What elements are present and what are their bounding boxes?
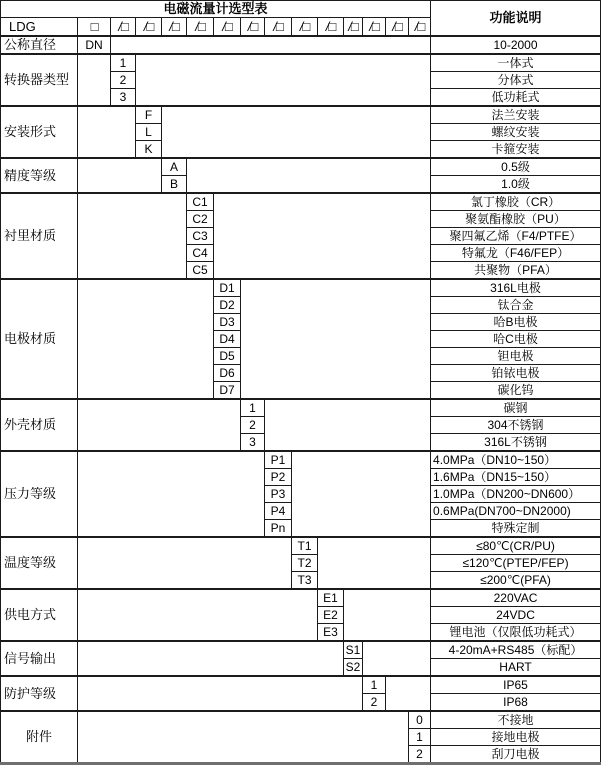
code-cell: Pn — [265, 520, 292, 538]
code-cell: D5 — [214, 348, 241, 365]
model-prefix: LDG — [1, 18, 78, 37]
code-cell: P1 — [265, 451, 292, 469]
code-cell: C3 — [187, 228, 214, 245]
description-cell: 一体式 — [431, 54, 601, 72]
blank-cell — [111, 36, 431, 54]
blank-cell — [78, 158, 162, 193]
description-cell: 氯丁橡胶（CR） — [431, 193, 601, 211]
description-cell: 钛合金 — [431, 297, 601, 314]
code-cell: C1 — [187, 193, 214, 211]
description-cell: 316L不锈钢 — [431, 434, 601, 452]
description-cell: 特殊定制 — [431, 520, 601, 538]
blank-cell — [78, 399, 241, 451]
code-cell: T1 — [292, 537, 318, 555]
blank-cell — [265, 399, 431, 451]
category-label: 压力等级 — [1, 451, 78, 537]
description-cell: 碳化钨 — [431, 382, 601, 400]
category-label: 安装形式 — [1, 106, 78, 158]
blank-cell — [78, 537, 292, 589]
code-cell: S2 — [344, 659, 363, 677]
blank-cell — [78, 711, 409, 764]
description-cell: 316L电极 — [431, 279, 601, 297]
code-cell: E2 — [318, 607, 344, 624]
code-cell: 1 — [363, 676, 386, 694]
description-cell: 铂铱电极 — [431, 365, 601, 382]
function-description-header: 功能说明 — [431, 1, 601, 37]
code-cell: C2 — [187, 211, 214, 228]
description-cell: 0.5级 — [431, 158, 601, 176]
description-cell: 1.6MPa（DN15~150） — [431, 469, 601, 486]
code-checkbox: /□ — [187, 18, 214, 37]
blank-cell — [78, 676, 363, 711]
description-cell: 卡箍安装 — [431, 141, 601, 159]
code-cell: 3 — [241, 434, 265, 452]
description-cell: ≤120℃(PTEP/FEP) — [431, 555, 601, 572]
description-cell: 刮刀电极 — [431, 746, 601, 764]
code-cell: B — [162, 176, 187, 194]
blank-cell — [187, 158, 431, 193]
code-cell: D2 — [214, 297, 241, 314]
description-cell: 哈B电极 — [431, 314, 601, 331]
category-label: 公称直径 — [1, 36, 78, 54]
description-cell: 分体式 — [431, 72, 601, 89]
code-checkbox: /□ — [265, 18, 292, 37]
description-cell: 4.0MPa（DN10~150） — [431, 451, 601, 469]
code-checkbox: /□ — [241, 18, 265, 37]
category-label: 转换器类型 — [1, 54, 78, 106]
blank-cell — [344, 589, 431, 641]
code-cell: A — [162, 158, 187, 176]
description-cell: 24VDC — [431, 607, 601, 624]
blank-cell — [292, 451, 431, 537]
code-checkbox: /□ — [214, 18, 241, 37]
code-checkbox: /□ — [318, 18, 344, 37]
blank-cell — [363, 641, 431, 676]
code-checkbox: /□ — [111, 18, 136, 37]
blank-cell — [318, 537, 431, 589]
code-checkbox: /□ — [162, 18, 187, 37]
description-cell: 接地电极 — [431, 729, 601, 746]
dn-checkbox: □ — [78, 18, 111, 37]
description-cell: 10-2000 — [431, 36, 601, 54]
code-cell: F — [136, 106, 162, 124]
category-label: 供电方式 — [1, 589, 78, 641]
description-cell: 钽电极 — [431, 348, 601, 365]
code-checkbox: /□ — [386, 18, 409, 37]
code-cell: E3 — [318, 624, 344, 642]
blank-cell — [78, 106, 136, 158]
description-cell: ≤80℃(CR/PU) — [431, 537, 601, 555]
category-label: 外壳材质 — [1, 399, 78, 451]
code-cell: S1 — [344, 641, 363, 659]
category-label: 温度等级 — [1, 537, 78, 589]
blank-cell — [78, 279, 214, 399]
code-checkbox: /□ — [136, 18, 162, 37]
code-checkbox: /□ — [344, 18, 363, 37]
code-cell: D4 — [214, 331, 241, 348]
code-cell: C5 — [187, 262, 214, 280]
code-cell: D7 — [214, 382, 241, 400]
table-title: 电磁流量计选型表 — [1, 1, 431, 18]
description-cell: 低功耗式 — [431, 89, 601, 107]
blank-cell — [78, 451, 265, 537]
code-cell: 2 — [111, 72, 136, 89]
description-cell: 法兰安装 — [431, 106, 601, 124]
category-label: 防护等级 — [1, 676, 78, 711]
description-cell: 1.0MPa（DN200~DN600） — [431, 486, 601, 503]
code-cell: 0 — [409, 711, 431, 729]
blank-cell — [136, 54, 431, 106]
code-cell: 3 — [111, 89, 136, 107]
description-cell: 4-20mA+RS485（标配） — [431, 641, 601, 659]
description-cell: 220VAC — [431, 589, 601, 607]
category-label: 附件 — [1, 711, 78, 764]
description-cell: 聚四氟乙烯（F4/PTFE） — [431, 228, 601, 245]
category-label: 电极材质 — [1, 279, 78, 399]
code-checkbox: /□ — [292, 18, 318, 37]
code-checkbox: /□ — [409, 18, 431, 37]
code-cell: E1 — [318, 589, 344, 607]
description-cell: 锂电池（仅限低功耗式） — [431, 624, 601, 642]
blank-cell — [78, 589, 318, 641]
blank-cell — [162, 106, 431, 158]
description-cell: 聚氨酯橡胶（PU） — [431, 211, 601, 228]
code-cell: D1 — [214, 279, 241, 297]
code-cell: D3 — [214, 314, 241, 331]
blank-cell — [241, 279, 431, 399]
code-cell: 2 — [363, 694, 386, 712]
code-cell: 2 — [241, 417, 265, 434]
description-cell: 0.6MPa(DN700~DN2000) — [431, 503, 601, 520]
description-cell: 不接地 — [431, 711, 601, 729]
description-cell: HART — [431, 659, 601, 677]
code-cell: 2 — [409, 746, 431, 764]
description-cell: 哈C电极 — [431, 331, 601, 348]
description-cell: IP68 — [431, 694, 601, 712]
code-cell: P3 — [265, 486, 292, 503]
code-cell: P2 — [265, 469, 292, 486]
code-cell: T2 — [292, 555, 318, 572]
code-cell: P4 — [265, 503, 292, 520]
code-cell: L — [136, 124, 162, 141]
blank-cell — [78, 54, 111, 106]
code-cell: T3 — [292, 572, 318, 590]
category-label: 衬里材质 — [1, 193, 78, 279]
description-cell: 螺纹安装 — [431, 124, 601, 141]
description-cell: 304不锈钢 — [431, 417, 601, 434]
code-cell: 1 — [241, 399, 265, 417]
code-cell: 1 — [409, 729, 431, 746]
code-cell: DN — [78, 36, 111, 54]
description-cell: IP65 — [431, 676, 601, 694]
code-cell: C4 — [187, 245, 214, 262]
blank-cell — [78, 641, 344, 676]
category-label: 精度等级 — [1, 158, 78, 193]
description-cell: 碳钢 — [431, 399, 601, 417]
code-cell: K — [136, 141, 162, 159]
blank-cell — [386, 676, 431, 711]
description-cell: 1.0级 — [431, 176, 601, 194]
code-cell: D6 — [214, 365, 241, 382]
blank-cell — [214, 193, 431, 279]
description-cell: 共聚物（PFA） — [431, 262, 601, 280]
code-cell: 1 — [111, 54, 136, 72]
code-checkbox: /□ — [363, 18, 386, 37]
description-cell: 特氟龙（F46/FEP） — [431, 245, 601, 262]
category-label: 信号输出 — [1, 641, 78, 676]
description-cell: ≤200℃(PFA) — [431, 572, 601, 590]
blank-cell — [78, 193, 187, 279]
